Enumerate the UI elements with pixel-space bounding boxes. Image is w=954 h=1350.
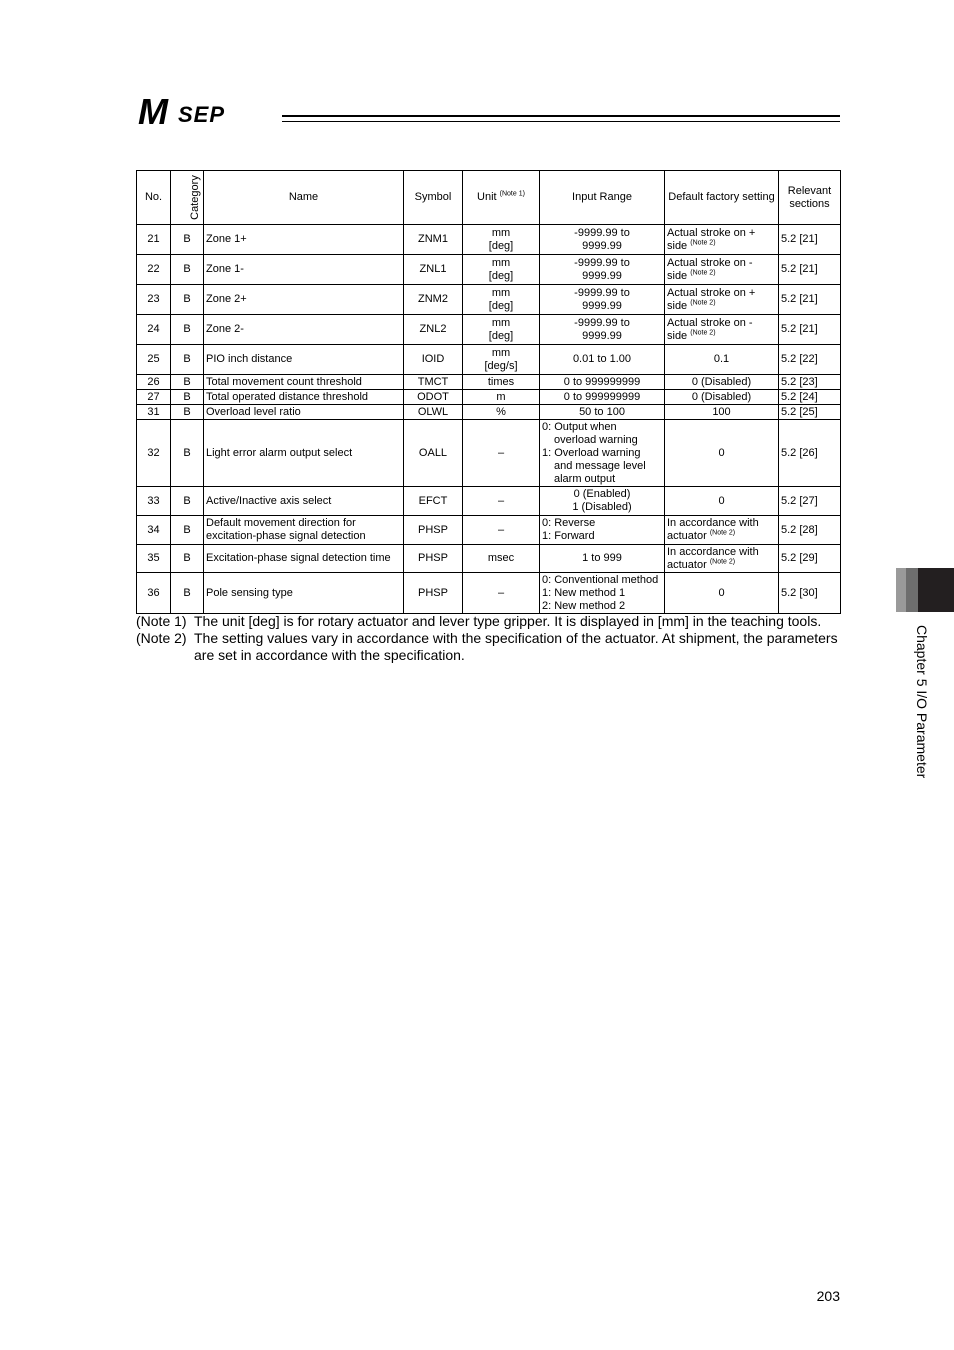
default-note: (Note 2) <box>690 298 716 306</box>
cell-name: Zone 1+ <box>204 225 404 255</box>
cell-no: 33 <box>137 487 171 516</box>
cell-category: B <box>171 375 204 390</box>
cell-range <box>540 516 665 545</box>
table-row <box>137 225 841 255</box>
cell-name: Pole sensing type <box>204 573 404 614</box>
cell-no: 26 <box>137 375 171 390</box>
cell-unit <box>463 225 540 255</box>
cell-category: B <box>171 405 204 420</box>
header-unit <box>463 171 540 225</box>
default-line-1: Actual stroke on + <box>667 226 756 239</box>
chapter-tab-light <box>896 568 906 612</box>
cell-symbol: ZNM2 <box>404 285 463 315</box>
page-number: 203 <box>816 1288 840 1304</box>
note-1-text: The unit [deg] is for rotary actuator and lever type gripper. It is displayed in [mm] in the teaching tools. <box>194 613 822 629</box>
table-notes <box>136 613 842 664</box>
cell-default: 0 <box>665 573 779 614</box>
cell-name: Active/Inactive axis select <box>204 487 404 516</box>
cell-unit <box>463 285 540 315</box>
cell-unit: % <box>463 405 540 420</box>
default-line-2: actuator <box>667 558 707 571</box>
unit-line-1: mm <box>491 226 511 239</box>
range-line-1: 0: Reverse <box>542 517 596 529</box>
cell-range <box>540 487 665 516</box>
chapter-title <box>914 625 932 805</box>
unit-line-2: [deg] <box>488 239 514 252</box>
unit-line-1: mm <box>491 316 511 329</box>
table-row <box>137 345 841 375</box>
cell-symbol: ZNM1 <box>404 225 463 255</box>
range-line-1: 0 (Enabled) <box>573 488 631 500</box>
header-default: Default factory setting <box>665 171 779 225</box>
cell-name <box>204 516 404 545</box>
cell-category: B <box>171 285 204 315</box>
cell-default: 0 <box>665 487 779 516</box>
cell-default <box>665 225 779 255</box>
cell-relevant: 5.2 [29] <box>779 545 841 573</box>
range-line-2: 9999.99 <box>582 239 622 252</box>
note-1 <box>136 613 842 630</box>
note-2-label: (Note 2) <box>136 630 187 646</box>
cell-no: 32 <box>137 420 171 487</box>
range-line-2: 9999.99 <box>582 329 622 342</box>
cell-relevant: 5.2 [30] <box>779 573 841 614</box>
table-row <box>137 516 841 545</box>
cell-category: B <box>171 225 204 255</box>
cell-relevant: 5.2 [28] <box>779 516 841 545</box>
note-1-label: (Note 1) <box>136 613 187 629</box>
cell-default: 0 <box>665 420 779 487</box>
cell-relevant: 5.2 [24] <box>779 390 841 405</box>
range-line-1: -9999.99 to <box>574 256 630 269</box>
cell-unit <box>463 255 540 285</box>
range-line-2: 9999.99 <box>582 269 622 282</box>
table-row <box>137 285 841 315</box>
cell-category: B <box>171 390 204 405</box>
unit-line-1: mm <box>491 346 511 359</box>
range-line-2: overload warning <box>554 433 638 446</box>
chapter-tab-dark <box>918 568 954 612</box>
default-line-1: Actual stroke on - <box>667 256 753 269</box>
cell-relevant: 5.2 [21] <box>779 255 841 285</box>
cell-unit: – <box>463 573 540 614</box>
table-row <box>137 405 841 420</box>
cell-no: 34 <box>137 516 171 545</box>
header-rule-thick <box>282 115 840 117</box>
cell-range <box>540 225 665 255</box>
chapter-title-text: Chapter 5 I/O Parameter <box>914 625 930 779</box>
name-line-2: excitation-phase signal detection <box>206 530 366 542</box>
cell-name: Excitation-phase signal detection time <box>204 545 404 573</box>
unit-line-2: [deg/s] <box>484 359 518 372</box>
cell-no: 23 <box>137 285 171 315</box>
table-header-row <box>137 171 841 225</box>
header-category-label: Category <box>188 175 201 220</box>
cell-symbol: PHSP <box>404 545 463 573</box>
header-name: Name <box>204 171 404 225</box>
header-rule-thin <box>282 121 840 122</box>
cell-no: 36 <box>137 573 171 614</box>
cell-default: 0 (Disabled) <box>665 375 779 390</box>
cell-no: 35 <box>137 545 171 573</box>
cell-unit: msec <box>463 545 540 573</box>
msep-logo <box>138 91 278 132</box>
cell-relevant: 5.2 [26] <box>779 420 841 487</box>
range-line-1: 0: Output when <box>542 420 617 433</box>
cell-name: Zone 2+ <box>204 285 404 315</box>
cell-unit <box>463 345 540 375</box>
cell-name: Total movement count threshold <box>204 375 404 390</box>
cell-symbol: EFCT <box>404 487 463 516</box>
cell-default: 0 (Disabled) <box>665 390 779 405</box>
cell-relevant: 5.2 [21] <box>779 285 841 315</box>
cell-relevant: 5.2 [23] <box>779 375 841 390</box>
header-relevant: Relevant sections <box>779 171 841 225</box>
header-no: No. <box>137 171 171 225</box>
default-note: (Note 2) <box>709 557 736 565</box>
cell-default <box>665 285 779 315</box>
cell-category: B <box>171 516 204 545</box>
default-line-1: In accordance with <box>667 545 759 558</box>
table-row <box>137 573 841 614</box>
cell-symbol: PHSP <box>404 516 463 545</box>
table-row <box>137 255 841 285</box>
range-line-3: 2: New method 2 <box>542 599 626 612</box>
cell-range <box>540 573 665 614</box>
header-input-range: Input Range <box>540 171 665 225</box>
cell-category: B <box>171 315 204 345</box>
unit-line-2: [deg] <box>488 329 514 342</box>
default-line-2: side <box>667 269 688 282</box>
cell-range <box>540 255 665 285</box>
header-unit-label: Unit <box>477 191 497 203</box>
header-unit-note: (Note 1) <box>499 190 525 198</box>
cell-name: Overload level ratio <box>204 405 404 420</box>
cell-symbol: PHSP <box>404 573 463 614</box>
default-note: (Note 2) <box>709 529 736 537</box>
cell-category: B <box>171 345 204 375</box>
cell-range: 0.01 to 1.00 <box>540 345 665 375</box>
chapter-tab-mid <box>906 568 918 612</box>
cell-category: B <box>171 487 204 516</box>
name-line-1: Default movement direction for <box>206 517 356 529</box>
cell-symbol: ODOT <box>404 390 463 405</box>
cell-range: 1 to 999 <box>540 545 665 573</box>
cell-no: 27 <box>137 390 171 405</box>
cell-relevant: 5.2 [21] <box>779 225 841 255</box>
range-line-2: 9999.99 <box>582 299 622 312</box>
cell-range: 0 to 999999999 <box>540 375 665 390</box>
parameter-table <box>136 170 841 614</box>
cell-no: 25 <box>137 345 171 375</box>
header-symbol: Symbol <box>404 171 463 225</box>
cell-name: Zone 1- <box>204 255 404 285</box>
cell-range: 50 to 100 <box>540 405 665 420</box>
range-line-5: alarm output <box>554 472 616 485</box>
cell-symbol: ZNL2 <box>404 315 463 345</box>
cell-default <box>665 545 779 573</box>
cell-unit: – <box>463 487 540 516</box>
range-line-1: -9999.99 to <box>574 226 630 239</box>
table-row <box>137 487 841 516</box>
range-line-2: 1: Forward <box>542 530 595 542</box>
default-line-2: side <box>667 329 688 342</box>
cell-name: PIO inch distance <box>204 345 404 375</box>
range-line-1: -9999.99 to <box>574 286 630 299</box>
cell-symbol: ZNL1 <box>404 255 463 285</box>
cell-default <box>665 315 779 345</box>
default-note: (Note 2) <box>690 268 716 276</box>
cell-default <box>665 255 779 285</box>
unit-line-1: mm <box>491 286 511 299</box>
cell-name: Zone 2- <box>204 315 404 345</box>
cell-no: 21 <box>137 225 171 255</box>
cell-unit <box>463 315 540 345</box>
table-row <box>137 375 841 390</box>
logo-m-letter: M <box>138 91 167 132</box>
cell-range <box>540 420 665 487</box>
cell-relevant: 5.2 [21] <box>779 315 841 345</box>
range-line-3: 1: Overload warning <box>542 446 641 459</box>
cell-name: Light error alarm output select <box>204 420 404 487</box>
cell-default: 100 <box>665 405 779 420</box>
cell-relevant: 5.2 [27] <box>779 487 841 516</box>
unit-line-1: mm <box>491 256 511 269</box>
cell-no: 24 <box>137 315 171 345</box>
range-line-2: 1: New method 1 <box>542 586 626 599</box>
cell-relevant: 5.2 [25] <box>779 405 841 420</box>
cell-category: B <box>171 573 204 614</box>
default-line-2: side <box>667 239 688 252</box>
cell-symbol: OLWL <box>404 405 463 420</box>
cell-category: B <box>171 545 204 573</box>
default-line-1: In accordance with <box>667 517 759 529</box>
cell-unit: – <box>463 516 540 545</box>
range-line-1: 0: Conventional method <box>542 573 659 586</box>
cell-range <box>540 285 665 315</box>
table-row <box>137 420 841 487</box>
cell-category: B <box>171 255 204 285</box>
cell-range: 0 to 999999999 <box>540 390 665 405</box>
default-line-1: Actual stroke on + <box>667 286 756 299</box>
cell-symbol: TMCT <box>404 375 463 390</box>
default-note: (Note 2) <box>690 328 716 336</box>
cell-category: B <box>171 420 204 487</box>
table-row <box>137 390 841 405</box>
cell-no: 31 <box>137 405 171 420</box>
note-2 <box>136 630 842 664</box>
range-line-1: -9999.99 to <box>574 316 630 329</box>
table-row <box>137 315 841 345</box>
cell-unit: – <box>463 420 540 487</box>
cell-no: 22 <box>137 255 171 285</box>
default-line-1: Actual stroke on - <box>667 316 753 329</box>
cell-default <box>665 516 779 545</box>
logo-sep-letters: SEP <box>178 102 226 127</box>
cell-relevant: 5.2 [22] <box>779 345 841 375</box>
note-2-text: The setting values vary in accordance with the specification of the actuator. At shipment, the parameters are set in accordance with the specification. <box>194 630 838 663</box>
unit-line-2: [deg] <box>488 269 514 282</box>
unit-line-2: [deg] <box>488 299 514 312</box>
default-line-2: actuator <box>667 530 707 542</box>
cell-symbol: OALL <box>404 420 463 487</box>
default-note: (Note 2) <box>690 238 716 246</box>
range-line-2: 1 (Disabled) <box>572 501 632 513</box>
header-category <box>171 171 204 225</box>
cell-unit: times <box>463 375 540 390</box>
range-line-4: and message level <box>554 459 646 472</box>
default-line-2: side <box>667 299 688 312</box>
cell-symbol: IOID <box>404 345 463 375</box>
cell-default: 0.1 <box>665 345 779 375</box>
cell-name: Total operated distance threshold <box>204 390 404 405</box>
table-row <box>137 545 841 573</box>
cell-range <box>540 315 665 345</box>
cell-unit: m <box>463 390 540 405</box>
